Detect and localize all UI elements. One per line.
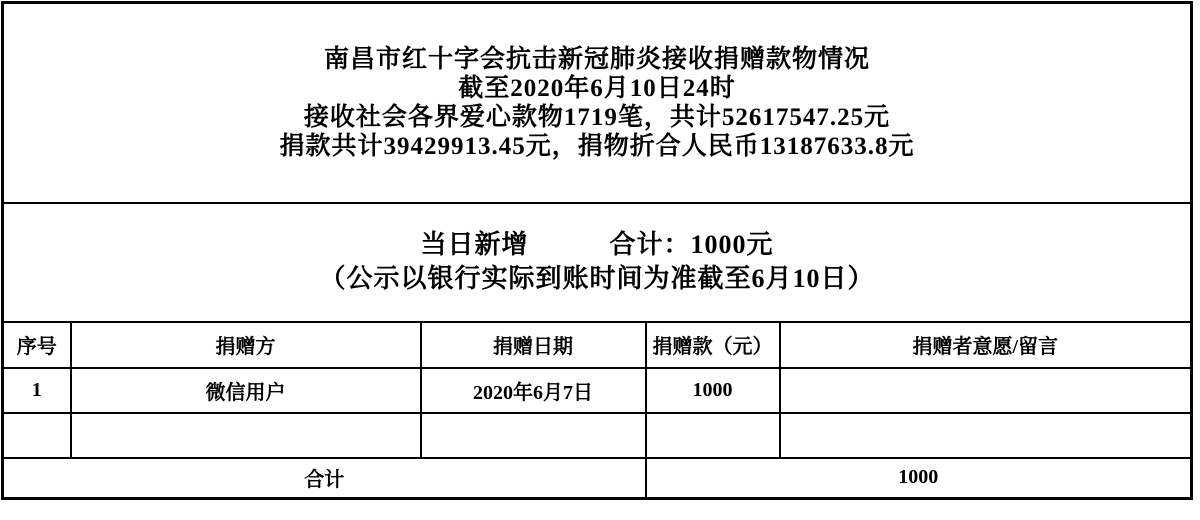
table-header-row xyxy=(3,322,1192,368)
col-header-donor: 捐赠方 xyxy=(71,322,421,368)
table-row-empty xyxy=(3,413,1192,458)
col-header-message: 捐赠者意愿/留言 xyxy=(780,322,1192,368)
title-section-cell xyxy=(3,3,1192,203)
total-value: 1000 xyxy=(646,458,1192,499)
col-header-date: 捐赠日期 xyxy=(421,322,646,368)
report-breakdown-summary: 捐款共计39429913.45元，捐物折合人民币13187633.8元 xyxy=(279,132,915,160)
report-total-summary: 接收社会各界爱心款物1719笔，共计52617547.25元 xyxy=(303,103,891,131)
donation-report-table xyxy=(1,1,1193,500)
daily-added-total: 当日新增 合计：1000元 xyxy=(420,230,774,259)
row-donor xyxy=(71,413,421,458)
row-donor: 微信用户 xyxy=(71,368,421,413)
row-amount xyxy=(646,413,780,458)
title-section-row xyxy=(3,3,1192,203)
row-message xyxy=(780,413,1192,458)
row-amount: 1000 xyxy=(646,368,780,413)
row-date: 2020年6月7日 xyxy=(421,368,646,413)
table-row xyxy=(3,368,1192,413)
col-header-no: 序号 xyxy=(3,322,71,368)
total-label: 合计 xyxy=(3,458,646,499)
report-title: 南昌市红十字会抗击新冠肺炎接收捐赠款物情况 xyxy=(324,45,871,73)
col-header-amount: 捐赠款（元） xyxy=(646,322,780,368)
row-no xyxy=(3,413,71,458)
daily-added-note: （公示以银行实际到账时间为准截至6月10日） xyxy=(319,264,875,293)
row-date xyxy=(421,413,646,458)
table-total-row xyxy=(3,458,1192,499)
row-no: 1 xyxy=(3,368,71,413)
daily-section-cell xyxy=(3,203,1192,322)
row-message xyxy=(780,368,1192,413)
report-cutoff-date: 截至2020年6月10日24时 xyxy=(458,74,736,102)
daily-section-row xyxy=(3,203,1192,322)
